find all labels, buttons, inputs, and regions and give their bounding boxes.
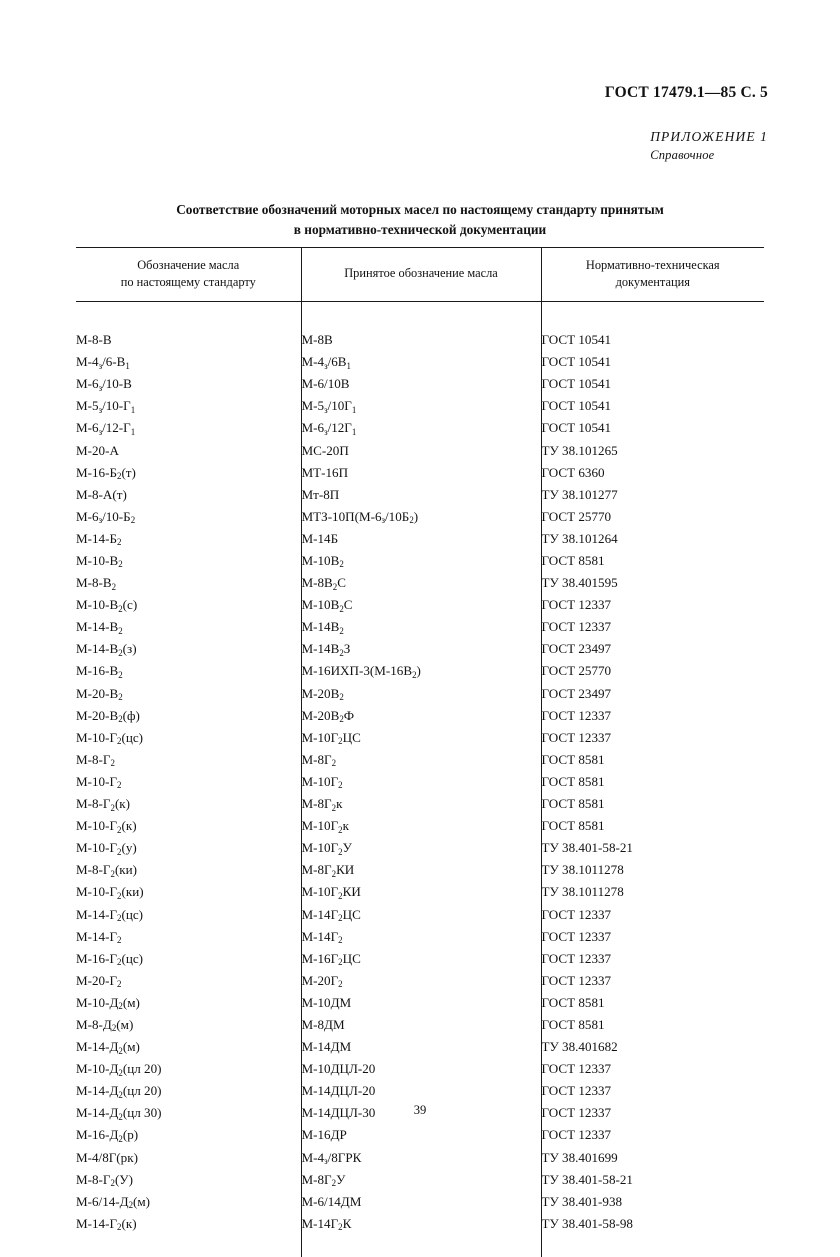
cell-accepted-designation: $М-10Г_2У$ xyxy=(301,837,541,859)
table-caption-line-2: в нормативно-технической документации xyxy=(293,221,547,237)
column-header-standard-designation-line-1: Обозначение масла xyxy=(137,258,240,272)
cell-accepted-designation: М-16ДР xyxy=(301,1124,541,1146)
cell-accepted-designation: $М-10Г_2КИ$ xyxy=(301,881,541,903)
appendix-subtitle: Справочное xyxy=(650,148,715,163)
cell-standard-designation: $М-14-Д_2(м)$ xyxy=(76,1039,140,1056)
cell-standard-designation: $М-10-Д_2(цл$ 20) xyxy=(76,1061,162,1078)
table-row xyxy=(76,527,764,549)
cell-accepted-designation: $М-14Г_2$ xyxy=(301,925,541,947)
cell-standard-designation: $М-16-Д_2(р)$ xyxy=(76,1127,139,1144)
cell-accepted-designation: М-6/10В xyxy=(301,373,541,395)
cell-standard-designation: $М-14-Г_2(цс)$ xyxy=(76,906,144,923)
cell-accepted-designation: М-14ДМ xyxy=(301,1036,541,1058)
cell-accepted-designation: $М-8Г_2$ xyxy=(301,748,541,770)
cell-normative-documentation: ТУ 38.101277 xyxy=(541,483,764,505)
cell-standard-designation: М-8-В xyxy=(76,332,112,348)
cell-accepted-designation: $М-20Г_2$ xyxy=(301,969,541,991)
cell-accepted-designation: $М-10В_2С$ xyxy=(301,594,541,616)
cell-accepted-designation: М-14ДЦЛ-20 xyxy=(301,1080,541,1102)
cell-normative-documentation: ГОСТ 10541 xyxy=(541,395,764,417)
cell-normative-documentation: ТУ 38.401-58-21 xyxy=(541,1168,764,1190)
cell-normative-documentation: ТУ 38.401595 xyxy=(541,572,764,594)
table-row xyxy=(76,991,764,1013)
table-row xyxy=(76,395,764,417)
cell-accepted-designation: $М-6_з/12Г_1$ xyxy=(301,417,541,439)
cell-standard-designation: $М-16-Б_2(т)$ xyxy=(76,464,136,482)
cell-standard-designation: $М-8-Г_2(ки)$ xyxy=(76,862,138,879)
cell-accepted-designation: М-14ДЦЛ-30 xyxy=(301,1102,541,1124)
cell-accepted-designation: $М-20В_2$ xyxy=(301,682,541,704)
cell-standard-designation: $М-16-В_2$ xyxy=(76,663,123,680)
cell-normative-documentation: ГОСТ 10541 xyxy=(541,351,764,373)
cell-normative-documentation: ГОСТ 10541 xyxy=(541,329,764,351)
cell-standard-designation: М-4/8Г(рк) xyxy=(76,1149,138,1165)
table-row xyxy=(76,505,764,527)
cell-normative-documentation: ТУ 38.401-58-98 xyxy=(541,1212,764,1234)
cell-normative-documentation: ГОСТ 12337 xyxy=(541,594,764,616)
cell-standard-designation: $М-6_з/10-Б_2$ xyxy=(76,508,136,526)
cell-normative-documentation: ГОСТ 6360 xyxy=(541,461,764,483)
table-row xyxy=(76,572,764,594)
table-row xyxy=(76,660,764,682)
cell-normative-documentation: ГОСТ 8581 xyxy=(541,770,764,792)
table-row xyxy=(76,1190,764,1212)
cell-normative-documentation: ГОСТ 12337 xyxy=(541,1102,764,1124)
table-row xyxy=(76,704,764,726)
column-header-normative-documentation-line-1: Нормативно-техническая xyxy=(585,258,720,272)
cell-standard-designation: $М-20-В_2$ xyxy=(76,685,123,703)
cell-standard-designation: $М-10-Г_2(к)$ xyxy=(76,818,137,835)
cell-standard-designation: $М-8-Д_2(м)$ xyxy=(76,1016,134,1034)
table-row xyxy=(76,859,764,881)
cell-standard-designation: $М-8-В_2$ xyxy=(76,575,117,592)
table-row xyxy=(76,815,764,837)
cell-normative-documentation: ГОСТ 12337 xyxy=(541,1080,764,1102)
table-row xyxy=(76,1036,764,1058)
cell-standard-designation: $М-10-Г_2(у)$ xyxy=(76,840,137,857)
cell-accepted-designation: М-8В xyxy=(301,329,541,351)
cell-standard-designation: $М-14-Г_2$ xyxy=(76,928,122,946)
cell-normative-documentation: ГОСТ 12337 xyxy=(541,969,764,991)
cell-accepted-designation: $М-20В_2Ф$ xyxy=(301,704,541,726)
page-number: 39 xyxy=(413,1103,427,1117)
cell-standard-designation: $М-8-Г_2(к)$ xyxy=(76,796,131,813)
cell-standard-designation: $М-14-В_2(з)$ xyxy=(76,641,137,658)
table-row xyxy=(76,638,764,660)
appendix-title: ПРИЛОЖЕНИЕ 1 xyxy=(650,129,768,144)
cell-accepted-designation: М-14Б xyxy=(301,527,541,549)
cell-normative-documentation: ТУ 38.101264 xyxy=(541,527,764,549)
running-head: ГОСТ 17479.1—85 С. 5 xyxy=(604,84,768,101)
table-row xyxy=(76,881,764,903)
table-caption xyxy=(72,200,768,240)
cell-normative-documentation: ГОСТ 12337 xyxy=(541,925,764,947)
column-header-normative-documentation xyxy=(541,248,764,302)
table-row xyxy=(76,837,764,859)
table-row xyxy=(76,329,764,351)
cell-normative-documentation: ТУ 38.101265 xyxy=(541,439,764,461)
cell-normative-documentation: ГОСТ 25770 xyxy=(541,505,764,527)
cell-normative-documentation: ГОСТ 10541 xyxy=(541,373,764,395)
cell-standard-designation: $М-14-Б_2$ xyxy=(76,530,122,548)
cell-normative-documentation: ГОСТ 8581 xyxy=(541,550,764,572)
cell-normative-documentation: ГОСТ 25770 xyxy=(541,660,764,682)
cell-accepted-designation: $М-4_з/6В_1$ xyxy=(301,351,541,373)
table-row xyxy=(76,351,764,373)
cell-accepted-designation: $М-10В_2$ xyxy=(301,550,541,572)
cell-standard-designation: $М-8-Г_2$ xyxy=(76,751,115,769)
cell-normative-documentation: ТУ 38.1011278 xyxy=(541,881,764,903)
cell-normative-documentation: ГОСТ 12337 xyxy=(541,726,764,748)
table-row xyxy=(76,969,764,991)
cell-standard-designation: $М-14-Д_2(цл$ 30) xyxy=(76,1105,162,1122)
cell-accepted-designation: $М-5_з/10Г_1$ xyxy=(301,395,541,417)
table-row xyxy=(76,793,764,815)
cell-normative-documentation: ГОСТ 12337 xyxy=(541,1124,764,1146)
cell-standard-designation: $М-20-Г_2$ xyxy=(76,972,122,990)
cell-accepted-designation: МТЗ-$10П(М-6_з/10Б_2)$ xyxy=(301,505,541,527)
table-row xyxy=(76,748,764,770)
cell-normative-documentation: ГОСТ 8581 xyxy=(541,748,764,770)
cell-standard-designation: $М-10-Г_2(цс)$ xyxy=(76,729,144,747)
cell-standard-designation: $М-10-В_2(с)$ xyxy=(76,597,138,614)
column-header-normative-documentation-line-2: документация xyxy=(615,274,690,289)
cell-standard-designation: $М-14-В_2$ xyxy=(76,619,123,636)
cell-normative-documentation: ГОСТ 8581 xyxy=(541,1013,764,1035)
cell-normative-documentation: ГОСТ 12337 xyxy=(541,1058,764,1080)
table-row xyxy=(76,594,764,616)
table-row xyxy=(76,439,764,461)
table-row xyxy=(76,461,764,483)
cell-normative-documentation: ТУ 38.401-58-21 xyxy=(541,837,764,859)
cell-normative-documentation: ГОСТ 10541 xyxy=(541,417,764,439)
cell-standard-designation: $М-10-Г_2$ xyxy=(76,773,122,791)
cell-standard-designation: $М-6_з/10-В$ xyxy=(76,376,132,393)
cell-normative-documentation: ГОСТ 23497 xyxy=(541,682,764,704)
cell-standard-designation: $М-20-В_2(ф)$ xyxy=(76,707,140,725)
column-header-standard-designation xyxy=(76,248,301,302)
cell-accepted-designation: $М-16Г_2ЦС$ xyxy=(301,947,541,969)
cell-normative-documentation: ГОСТ 12337 xyxy=(541,903,764,925)
cell-standard-designation: М-20-А xyxy=(76,442,119,458)
table-row xyxy=(76,726,764,748)
cell-normative-documentation: ТУ 38.1011278 xyxy=(541,859,764,881)
cell-standard-designation: $М-16-Г_2(цс)$ xyxy=(76,950,144,968)
cell-accepted-designation: $М-10Г_2$ xyxy=(301,770,541,792)
cell-normative-documentation: ТУ 38.401682 xyxy=(541,1036,764,1058)
column-header-accepted-designation-line-1: Принятое обозначение масла xyxy=(344,266,498,281)
cell-accepted-designation: $М-14В_2З$ xyxy=(301,638,541,660)
table-row xyxy=(76,925,764,947)
cell-accepted-designation: М-10ДЦЛ-20 xyxy=(301,1058,541,1080)
cell-normative-documentation: ГОСТ 12337 xyxy=(541,704,764,726)
cell-accepted-designation: МС-20П xyxy=(301,439,541,461)
cell-accepted-designation: $М-14В_2$ xyxy=(301,616,541,638)
cell-accepted-designation: МТ-16П xyxy=(301,461,541,483)
cell-accepted-designation: $М-4_з/8ГРК$ xyxy=(301,1146,541,1168)
cell-normative-documentation: ГОСТ 8581 xyxy=(541,793,764,815)
cell-normative-documentation: ТУ 38.401-938 xyxy=(541,1190,764,1212)
cell-standard-designation: $М-5_з/10-Г_1$ xyxy=(76,398,136,415)
cell-accepted-designation: М-10ДМ xyxy=(301,991,541,1013)
cell-normative-documentation: ГОСТ 12337 xyxy=(541,616,764,638)
cell-standard-designation: $М-6_з/12-Г_1$ xyxy=(76,420,136,437)
table-row xyxy=(76,1058,764,1080)
table-row xyxy=(76,682,764,704)
cell-accepted-designation: $М-8Г_2к$ xyxy=(301,793,541,815)
cell-standard-designation: $М-4_з/6-В_1$ xyxy=(76,354,130,371)
cell-accepted-designation: $М-8Г_2КИ$ xyxy=(301,859,541,881)
table-head xyxy=(76,248,764,307)
cell-accepted-designation: Мт-8П xyxy=(301,483,541,505)
column-header-standard-designation-line-2: по настоящему стандарту xyxy=(120,274,256,289)
table-row xyxy=(76,947,764,969)
cell-accepted-designation: $М-14Г_2ЦС$ xyxy=(301,903,541,925)
table-row xyxy=(76,483,764,505)
table-row xyxy=(76,1013,764,1035)
table-row xyxy=(76,1124,764,1146)
table-bottom-spacer xyxy=(76,1234,764,1256)
cell-normative-documentation: ТУ 38.401699 xyxy=(541,1146,764,1168)
table-row xyxy=(76,1212,764,1234)
cell-standard-designation: $М-6/14-Д_2(м)$ xyxy=(76,1193,151,1211)
cell-normative-documentation: ГОСТ 8581 xyxy=(541,815,764,837)
cell-accepted-designation: $М-16ИХП-3(М-16В_2)$ xyxy=(301,660,541,682)
table-row xyxy=(76,1080,764,1102)
cell-normative-documentation: ГОСТ 8581 xyxy=(541,991,764,1013)
cell-standard-designation: $М-8-Г_2(У)$ xyxy=(76,1171,133,1189)
table-top-spacer xyxy=(76,306,764,328)
cell-standard-designation: $М-14-Г_2(к)$ xyxy=(76,1215,137,1233)
table-header-row xyxy=(76,248,764,302)
column-header-accepted-designation xyxy=(301,248,541,302)
cell-accepted-designation: $М-8Г_2У$ xyxy=(301,1168,541,1190)
table-row xyxy=(76,550,764,572)
table-caption-line-1: Соответствие обозначений моторных масел по настоящему стандарту принятым xyxy=(176,202,664,217)
table-row xyxy=(76,616,764,638)
cell-standard-designation: $М-14-Д_2(цл$ 20) xyxy=(76,1083,162,1100)
cell-accepted-designation: $М-10Г_2ЦС$ xyxy=(301,726,541,748)
cell-accepted-designation: М-6/14ДМ xyxy=(301,1190,541,1212)
cell-accepted-designation: $М-8В_2С$ xyxy=(301,572,541,594)
cell-accepted-designation: М-8ДМ xyxy=(301,1013,541,1035)
cell-normative-documentation: ГОСТ 12337 xyxy=(541,947,764,969)
table-row xyxy=(76,1168,764,1190)
cell-standard-designation: $М-10-В_2$ xyxy=(76,553,123,570)
cell-accepted-designation: $М-10Г_2к$ xyxy=(301,815,541,837)
appendix-caption-block xyxy=(650,128,768,164)
table-row xyxy=(76,1146,764,1168)
table-row xyxy=(76,903,764,925)
cell-standard-designation: $М-10-Д_2(м)$ xyxy=(76,994,140,1012)
cell-standard-designation: $М-10-Г_2(ки)$ xyxy=(76,884,144,901)
cell-accepted-designation: $М-14Г_2К$ xyxy=(301,1212,541,1234)
table-row xyxy=(76,417,764,439)
table-row xyxy=(76,770,764,792)
cell-normative-documentation: ГОСТ 23497 xyxy=(541,638,764,660)
cell-standard-designation: М-8-А(т) xyxy=(76,486,127,502)
table-row xyxy=(76,373,764,395)
